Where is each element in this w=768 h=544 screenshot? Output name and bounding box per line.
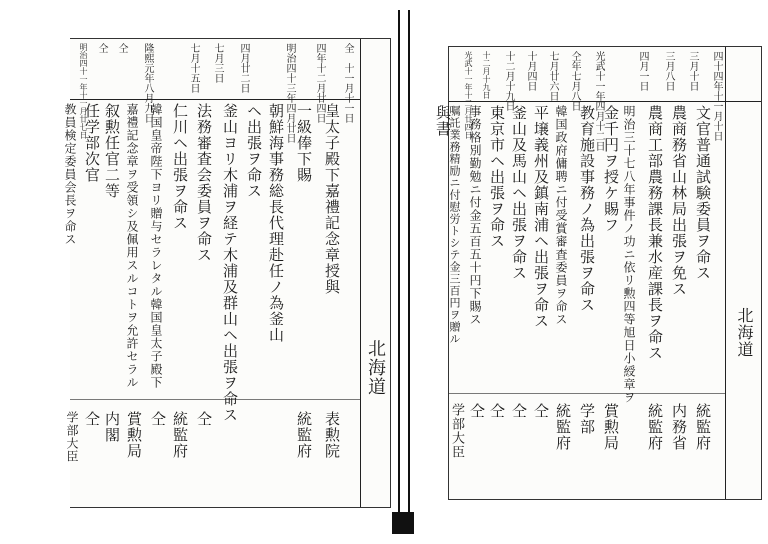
entry-date: 仝 <box>96 43 107 53</box>
binding-line-right <box>408 10 410 530</box>
entry-date: 仝年七月八日 <box>569 51 580 111</box>
entry-text: 東京市ヘ出張ヲ命ス <box>488 105 506 249</box>
entry-text: 韓国皇帝陛下ヨリ贈与セラレタル韓国皇太子殿下 <box>149 103 163 389</box>
entry-issuer: 仝 <box>510 403 528 419</box>
entry-text: 農商務省山林局出張ヲ免ス <box>670 105 688 297</box>
entry-text: ヘ出張ヲ命ス <box>245 103 263 199</box>
entry-date: 明治四十一年十一月廿七日 <box>79 43 88 139</box>
entry-text: 嘉禮記念章ヲ受領シ及佩用スルコトヲ允許セラル <box>125 103 139 389</box>
entry-date: 七月十五日 <box>188 43 199 93</box>
issuer-rule <box>70 399 360 400</box>
entry-issuer: 統監府 <box>295 411 313 459</box>
right-page <box>434 46 762 500</box>
entry-text: 教育施設事務ノ為出張ヲ命ス <box>578 105 596 313</box>
entry-date: 四月廿二日 <box>238 43 249 93</box>
entry-issuer: 仝 <box>195 411 213 427</box>
entry-text: 叙勲任官二等 <box>103 103 121 199</box>
entry-issuer: 仝 <box>149 411 167 427</box>
entry-text: 文官普通試験委員ヲ命ス <box>694 105 712 281</box>
entry-issuer: 仝 <box>83 411 101 427</box>
entry-text: 法務審査会委員ヲ命ス <box>195 103 213 263</box>
entry-text: 一級俸下賜 <box>295 103 313 183</box>
entry-text: 朝鮮海事務総長代理赴任ノ為釜山 <box>267 103 285 343</box>
entry-date: 四年十二月廿四日 <box>314 43 325 123</box>
entry-issuer: 学部大臣 <box>65 411 79 463</box>
entry-date: 明治四十三年四月廿日 <box>284 43 295 143</box>
entry-date: 三月八日 <box>663 51 674 91</box>
entry-text: 韓国政府傭聘ニ付受賞審査委員ヲ命ス <box>554 105 568 326</box>
entry-date: 隆熙元年八月九日 <box>142 43 153 123</box>
entry-date: 光武十一年十二月廿四日 <box>464 51 473 139</box>
entry-issuer: 仝 <box>488 403 506 419</box>
entry-text: 明治三十七八年事件ノ功ニ依リ勲四等旭日小綬章ヲ <box>622 105 636 404</box>
entry-issuer: 統監府 <box>554 403 572 451</box>
entry-issuer: 統監府 <box>171 411 189 459</box>
entry-date: 七月廿六日 <box>547 51 558 101</box>
entry-issuer: 仝 <box>468 403 486 419</box>
entry-text: 農商工部農務課長兼水産課長ヲ命ス <box>646 105 664 361</box>
clip-mark <box>392 512 414 534</box>
entry-issuer: 賞勲局 <box>602 403 620 451</box>
entry-date: 全 十一月十一日 <box>342 43 353 123</box>
entry-text: 與書 <box>434 105 452 137</box>
entry-text: 教員検定委員会長ヲ命ス <box>63 103 77 246</box>
entry-text: 皇太子殿下嘉禮記念章授與 <box>323 103 341 295</box>
binding-line-left <box>398 10 400 530</box>
entry-issuer: 内務省 <box>670 403 688 451</box>
entry-text: 任学部次官 <box>83 103 101 183</box>
entry-date: 三月十日 <box>687 51 698 91</box>
entry-date: 光武十一年四月十二日 <box>593 51 604 151</box>
entry-date: 四十四年十一月十日 <box>711 51 722 141</box>
margin-rule <box>360 39 361 507</box>
entry-date: 十二月十九日 <box>482 51 491 99</box>
entry-issuer: 賞勲局 <box>125 411 143 459</box>
entry-date: 十二月十九日 <box>503 51 514 111</box>
issuer-rule <box>449 393 725 394</box>
entry-text: 金千円ヲ授ケ賜フ <box>602 105 620 233</box>
entry-date: 四月一日 <box>637 51 648 91</box>
entry-date: 十月四日 <box>525 51 536 91</box>
entry-issuer: 内閣 <box>103 411 121 443</box>
entry-issuer: 統監府 <box>694 403 712 451</box>
entry-date: 七月三日 <box>212 43 223 83</box>
entry-text: 釜山ヨリ木浦ヲ経テ木浦及群山ヘ出張ヲ命ス <box>221 103 239 423</box>
header-tab: 北海道 <box>735 307 754 358</box>
entry-issuer: 学部大臣 <box>449 403 464 459</box>
side-tab: 北海道 <box>365 339 386 396</box>
entry-text: 嘱託業務精励ニ付慰労トシテ金三百円ヲ贈ル <box>448 105 461 345</box>
entry-issuer: 仝 <box>532 403 550 419</box>
entry-text: 釜山及馬山ヘ出張ヲ命ス <box>510 105 528 281</box>
entry-text: 仁川ヘ出張ヲ命ス <box>171 103 189 231</box>
margin-rule <box>725 47 726 499</box>
entry-issuer: 統監府 <box>646 403 664 451</box>
entry-issuer: 学部 <box>578 403 596 435</box>
entry-date: 仝 <box>116 43 127 53</box>
entry-text: 平壌義州及鎮南浦ヘ出張ヲ命ス <box>532 105 550 329</box>
entry-text: 事務格別勤勉ニ付金五百五十円下賜ス <box>468 105 482 326</box>
left-page <box>63 38 391 508</box>
entry-issuer: 表勲院 <box>323 411 341 459</box>
